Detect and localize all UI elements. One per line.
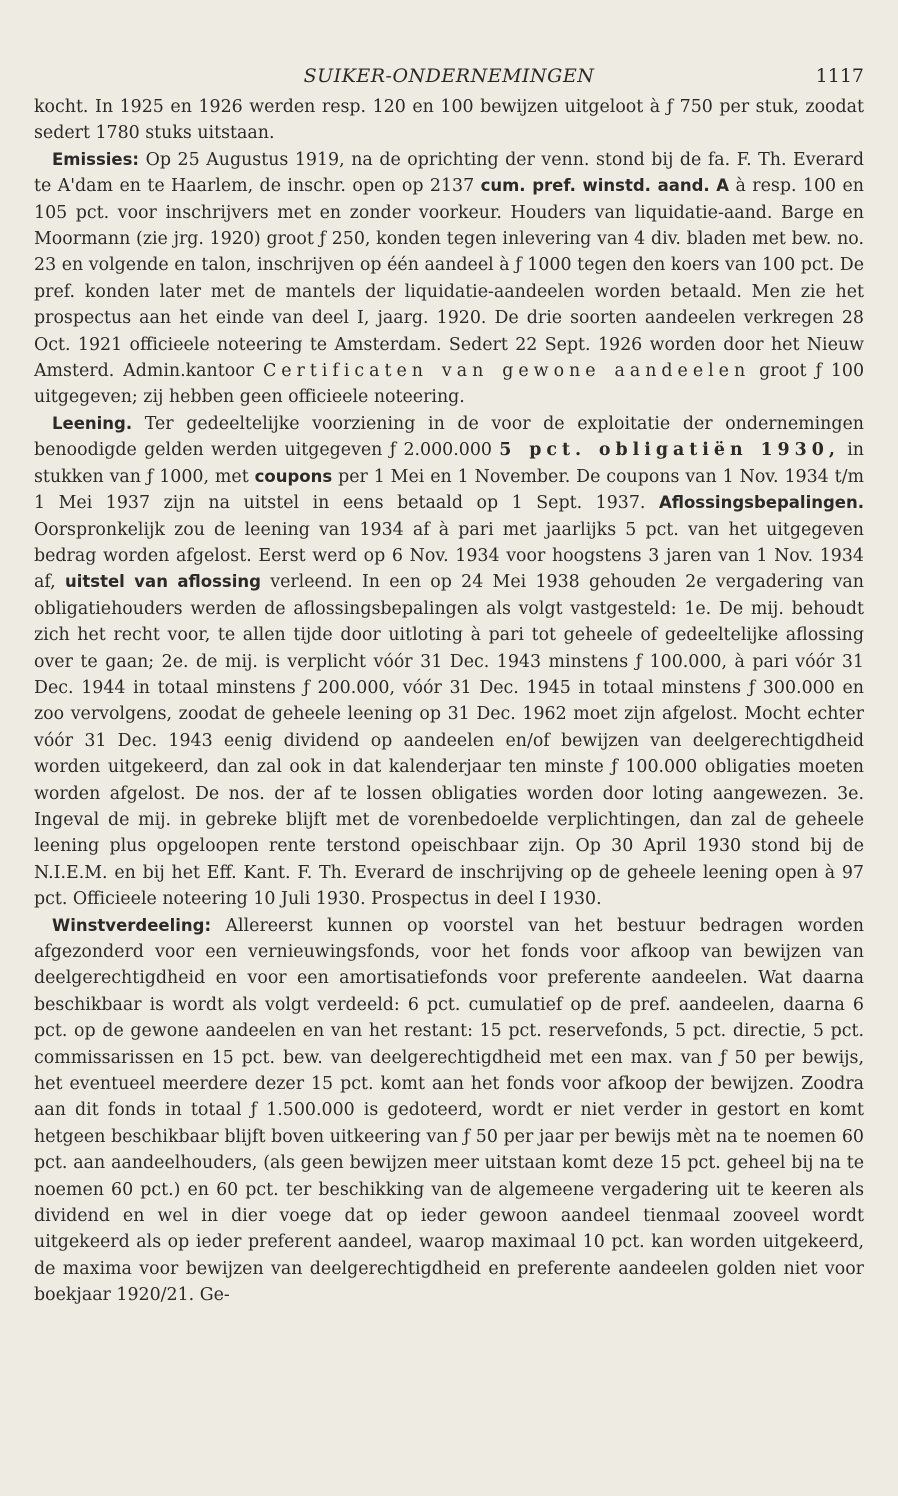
spaced-bold-term: 5 pct. obligatiën 1930, (499, 440, 840, 461)
body-text (34, 94, 864, 1309)
text-run: in stukken van ƒ 1000, met (34, 440, 864, 487)
bold-term: Aflossingsbepalingen. (658, 493, 864, 513)
text-run: Op 25 Augustus 1919, na de oprichting der venn. stond bij de fa. F. Th. Everard te A'dam en te Haarlem, de inschr. open op 2137 (34, 149, 864, 197)
text-run: kocht. In 1925 en 1926 werden resp. 120 en 100 bewijzen uitgeloot à ƒ 750 per stuk, zoodat sedert 1780 stuks uitstaan. (34, 97, 864, 144)
text-run: Ter gedeeltelijke voorziening in de voor de exploitatie der ondernemingen benoodigde gelden werden uitgegeven ƒ 2.000.000 (34, 413, 864, 461)
text-run: per 1 Mei en 1 November. De coupons van 1 Nov. 1934 t/m 1 Mei 1937 zijn na uitstel in eens betaald op 1 Sept. 1937. (34, 466, 864, 514)
running-title: SUIKER-ONDERNEMINGEN (303, 65, 595, 87)
paragraph-emissies (34, 147, 864, 411)
bold-term: cum. pref. winstd. aand. A (480, 176, 730, 196)
running-header (34, 58, 864, 94)
section-heading-emissies: Emissies: (52, 149, 140, 169)
spaced-term: Certificaten van gewone aandeelen (262, 361, 751, 382)
paragraph-leening (34, 411, 864, 913)
bold-term: uitstel van aflossing (64, 572, 261, 592)
text-run: à resp. 100 en 105 pct. voor inschrijvers met en zonder voorkeur. Houders van liquidatie-aand. Barge en Moormann (zie jrg. 1920) groot ƒ 250, konden tegen inlevering van 4 div. bladen met bew. no. 23 en volgende en talon, inschrijven op één aandeel à ƒ 1000 tegen den koers van 100 pct. De pref. konden later met de mantels der liquidatie-aandeelen worden betaald. Men zie het prospectus aan het einde van deel I, jaarg. 1920. De drie soorten aandeelen verkregen 28 Oct. 1921 officieele noteering te Amsterdam. Sedert 22 Sept. 1926 worden door het Nieuw Amsterd. Admin.kantoor (34, 176, 865, 382)
text-run: Allereerst kunnen op voorstel van het bestuur bedragen worden afgezonderd voor een vernieuwingsfonds, voor het fonds voor afkoop van bewijzen van deelgerechtigdheid en voor een amortisatiefonds voor preferente aandeelen. Wat daarna beschikbaar is wordt als volgt verdeeld: 6 pct. cumulatief op de pref. aandeelen, daarna 6 pct. op de gewone aandeelen en van het restant: 15 pct. reservefonds, 5 pct. directie, 5 pct. commissarissen en 15 pct. bew. van deelgerechtigdheid met een max. van ƒ 50 per bewijs, het eventueel meerdere dezer 15 pct. komt aan het fonds voor afkoop der bewijzen. Zoodra aan dit fonds in totaal ƒ 1.500.000 is gedoteerd, wordt er niet verder in gestort en komt hetgeen beschikbaar blijft boven uitkeering van ƒ 50 per jaar per bewijs mèt na te noemen 60 pct. aan aandeelhouders, (als geen bewijzen meer uitstaan komt deze 15 pct. geheel bij na te noemen 60 pct.) en 60 pct. ter beschikking van de algemeene vergadering uit te keeren als dividend en wel in dier voege dat op ieder gewoon aandeel tienmaal zooveel wordt uitgekeerd als op ieder preferent aandeel, waarop maximaal 10 pct. kan worden uitgekeerd, de maxima voor bewijzen van deelgerechtigdheid en preferente aandeelen golden niet voor boekjaar 1920/21. Ge- (34, 915, 864, 1306)
text-run: verleend. In een op 24 Mei 1938 gehouden 2e vergadering van obligatiehouders werden de aflossingsbepalingen als volgt vastgesteld: 1e. De mij. behoudt zich het recht voor, te allen tijde door uitloting à pari tot geheele of gedeeltelijke aflossing over te gaan; 2e. de mij. is verplicht vóór 31 Dec. 1943 minstens ƒ 100.000, à pari vóór 31 Dec. 1944 in totaal minstens ƒ 200.000, vóór 31 Dec. 1945 in totaal minstens ƒ 300.000 en zoo vervolgens, zoodat de geheele leening op 31 Dec. 1962 moet zijn afgelost. Mocht echter vóór 31 Dec. 1943 eenig dividend op aandeelen en/of bewijzen van deelgerechtigdheid worden uitgekeerd, dan zal ook in dat kalenderjaar ten minste ƒ 100.000 obligaties moeten worden afgelost. De nos. der af te lossen obligaties worden door loting aangewezen. 3e. Ingeval de mij. in gebreke blijft met de vorenbedoelde verplichtingen, dan zal de geheele leening plus opgeloopen rente terstond opeischbaar zijn. Op 30 April 1930 stond bij de N.I.E.M. en bij het Eff. Kant. F. Th. Everard de inschrijving op de geheele leening open à 97 pct. Officieele noteering 10 Juli 1930. Prospectus in deel I 1930. (34, 572, 865, 910)
bold-term: coupons (254, 466, 333, 486)
page-number: 1117 (815, 65, 864, 87)
paragraph-continuation (34, 94, 864, 147)
paragraph-winstverdeeling (34, 913, 864, 1309)
section-heading-winstverdeeling: Winstverdeeling: (52, 915, 212, 935)
text-run: Oorspronkelijk zou de leening van 1934 af à pari met jaarlijks 5 pct. van het uitgegeven bedrag worden afgelost. Eerst werd op 6 Nov. 1934 voor hoogstens 3 jaren van 1 Nov. 1934 af, (34, 519, 864, 593)
section-heading-leening: Leening. (52, 413, 133, 433)
text-run: groot ƒ 100 uitgegeven; zij hebben geen officieele noteering. (34, 361, 865, 408)
